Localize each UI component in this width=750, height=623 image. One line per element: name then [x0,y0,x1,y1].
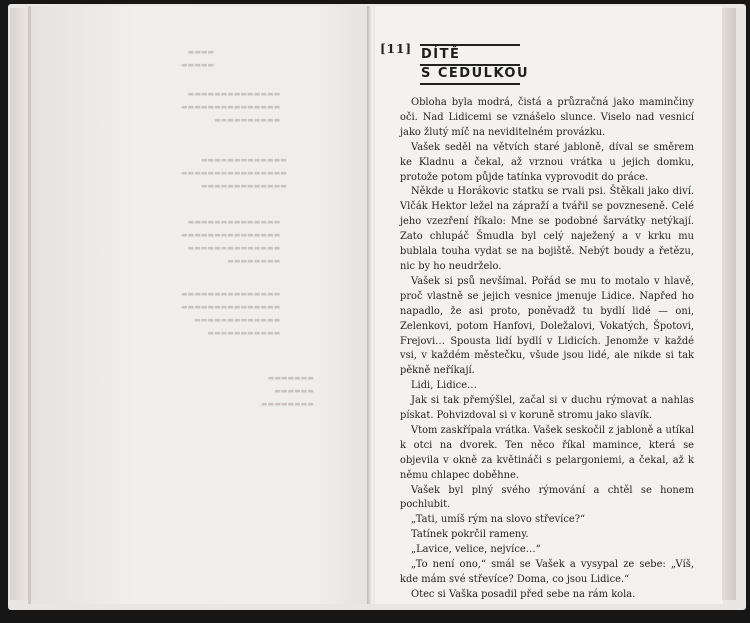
bleed-through-text: ▬▬▬▬▬▬▬▬▬▬▬▬▬▬ ▬▬▬▬▬▬▬▬▬▬▬▬▬▬▬ ▬▬▬▬▬▬▬▬▬▬▬▬▬▬ ▬▬▬▬▬▬▬▬ [181,218,281,265]
chapter-title-line-2: S CEDULKOU [421,66,530,81]
paragraph: Někde u Horákovic statku se rvali psi. Štěkali jako diví. Vlčák Hektor ležel na zápraží a tvářil se povzneseně. Celé jeho vzezření říkalo: Mne se podobné šarvátky netýkají. Zato chlupáč Šmudla byl celý naježený a v krku mu bublala touha vydat se na bojiště. Nebýt boudy a řetězu, nic by ho neudrželo. [400,186,694,272]
left-page [28,6,373,604]
left-page-edge [10,8,30,600]
paragraph: „To není ono,“ smál se Vašek a vysypal ze sebe: „Víš, kde mám své střevíce? Doma, co jsou Lidice.“ [400,559,694,585]
book-gutter [367,6,375,604]
paragraph: Jak si tak přemýšlel, začal si v duchu rýmovat a nahlas pískat. Pohvizdoval si v koruně stromu jako slavík. [400,395,694,422]
paragraph: Vtom zaskřípala vrátka. Vašek seskočil z jabloně a utíkal k otci na dvorek. Ten něco říkal mamince, která se objevila v okně za květináči s pelargoniemi, a čekal, až k němu chlapec doběhne. [400,424,694,481]
paragraph: Obloha byla modrá, čistá a průzračná jako maminčiny oči. Nad Lidicemi se vznášelo slunce. Viselo nad vesnicí jako žlutý míč na neviditelném provázku. [400,97,694,138]
paragraph: „Tati, umíš rým na slovo střevíce?“ [411,514,586,526]
bleed-through-text: ▬▬▬▬▬▬▬▬▬▬▬▬▬▬▬ ▬▬▬▬▬▬▬▬▬▬▬▬▬▬▬ ▬▬▬▬▬▬▬▬▬▬▬▬▬ ▬▬▬▬▬▬▬▬▬▬▬ [181,290,281,337]
right-page-edge [722,8,736,600]
paragraph: „Lavice, velice, nejvíce…“ [411,544,541,556]
paragraph: Lidi, Lidice… [411,380,477,392]
bleed-through-text: ▬▬▬▬ ▬▬▬▬▬ [181,48,215,69]
chapter-title-line-1: DÍTĚ [421,47,461,62]
chapter-body [400,96,694,603]
page-number: [11] [380,42,413,56]
paragraph: Vašek byl plný svého rýmování a chtěl se honem pochlubit. [400,484,694,511]
title-rule-bottom [420,83,520,85]
paragraph: Otec si Vaška posadil před sebe na rám kola. [411,588,636,600]
title-rule-top [420,44,520,46]
paragraph: Vašek si psů nevšímal. Pořád se mu to motalo v hlavě, proč vlastně se jejich vesnice jmenuje Lidice. Napřed ho napadlo, že asi proto, poněvadž tu bydlí lidé — oni, Zelenkovi, potom Hanfovi, Doležalovi, Vokatých, Špotovi, Frejovi… Spousta lidí bydlí v Lidicích. Jenomže v každé vsi, v každém městečku, všude jsou lidé, ale nikde si tak pěkně neříkají. [400,275,694,377]
bleed-through-text: ▬▬▬▬▬▬▬▬▬▬▬▬▬ ▬▬▬▬▬▬▬▬▬▬▬▬▬▬▬▬ ▬▬▬▬▬▬▬▬▬▬▬▬▬ [181,156,287,190]
paragraph: Vašek seděl na větvích staré jabloně, díval se směrem ke Kladnu a čekal, až vrznou vrátka u jejich domku, protože potom půjde tatínka vyprovodit do práce. [400,141,694,183]
bleed-through-text: ▬▬▬▬▬▬▬▬▬▬▬▬▬▬ ▬▬▬▬▬▬▬▬▬▬▬▬▬▬▬ ▬▬▬▬▬▬▬▬▬▬ [181,90,281,124]
bleed-through-text: ▬▬▬▬▬▬▬ ▬▬▬▬▬▬ ▬▬▬▬▬▬▬▬ [261,374,314,408]
paragraph: Tatínek pokrčil rameny. [411,529,529,541]
